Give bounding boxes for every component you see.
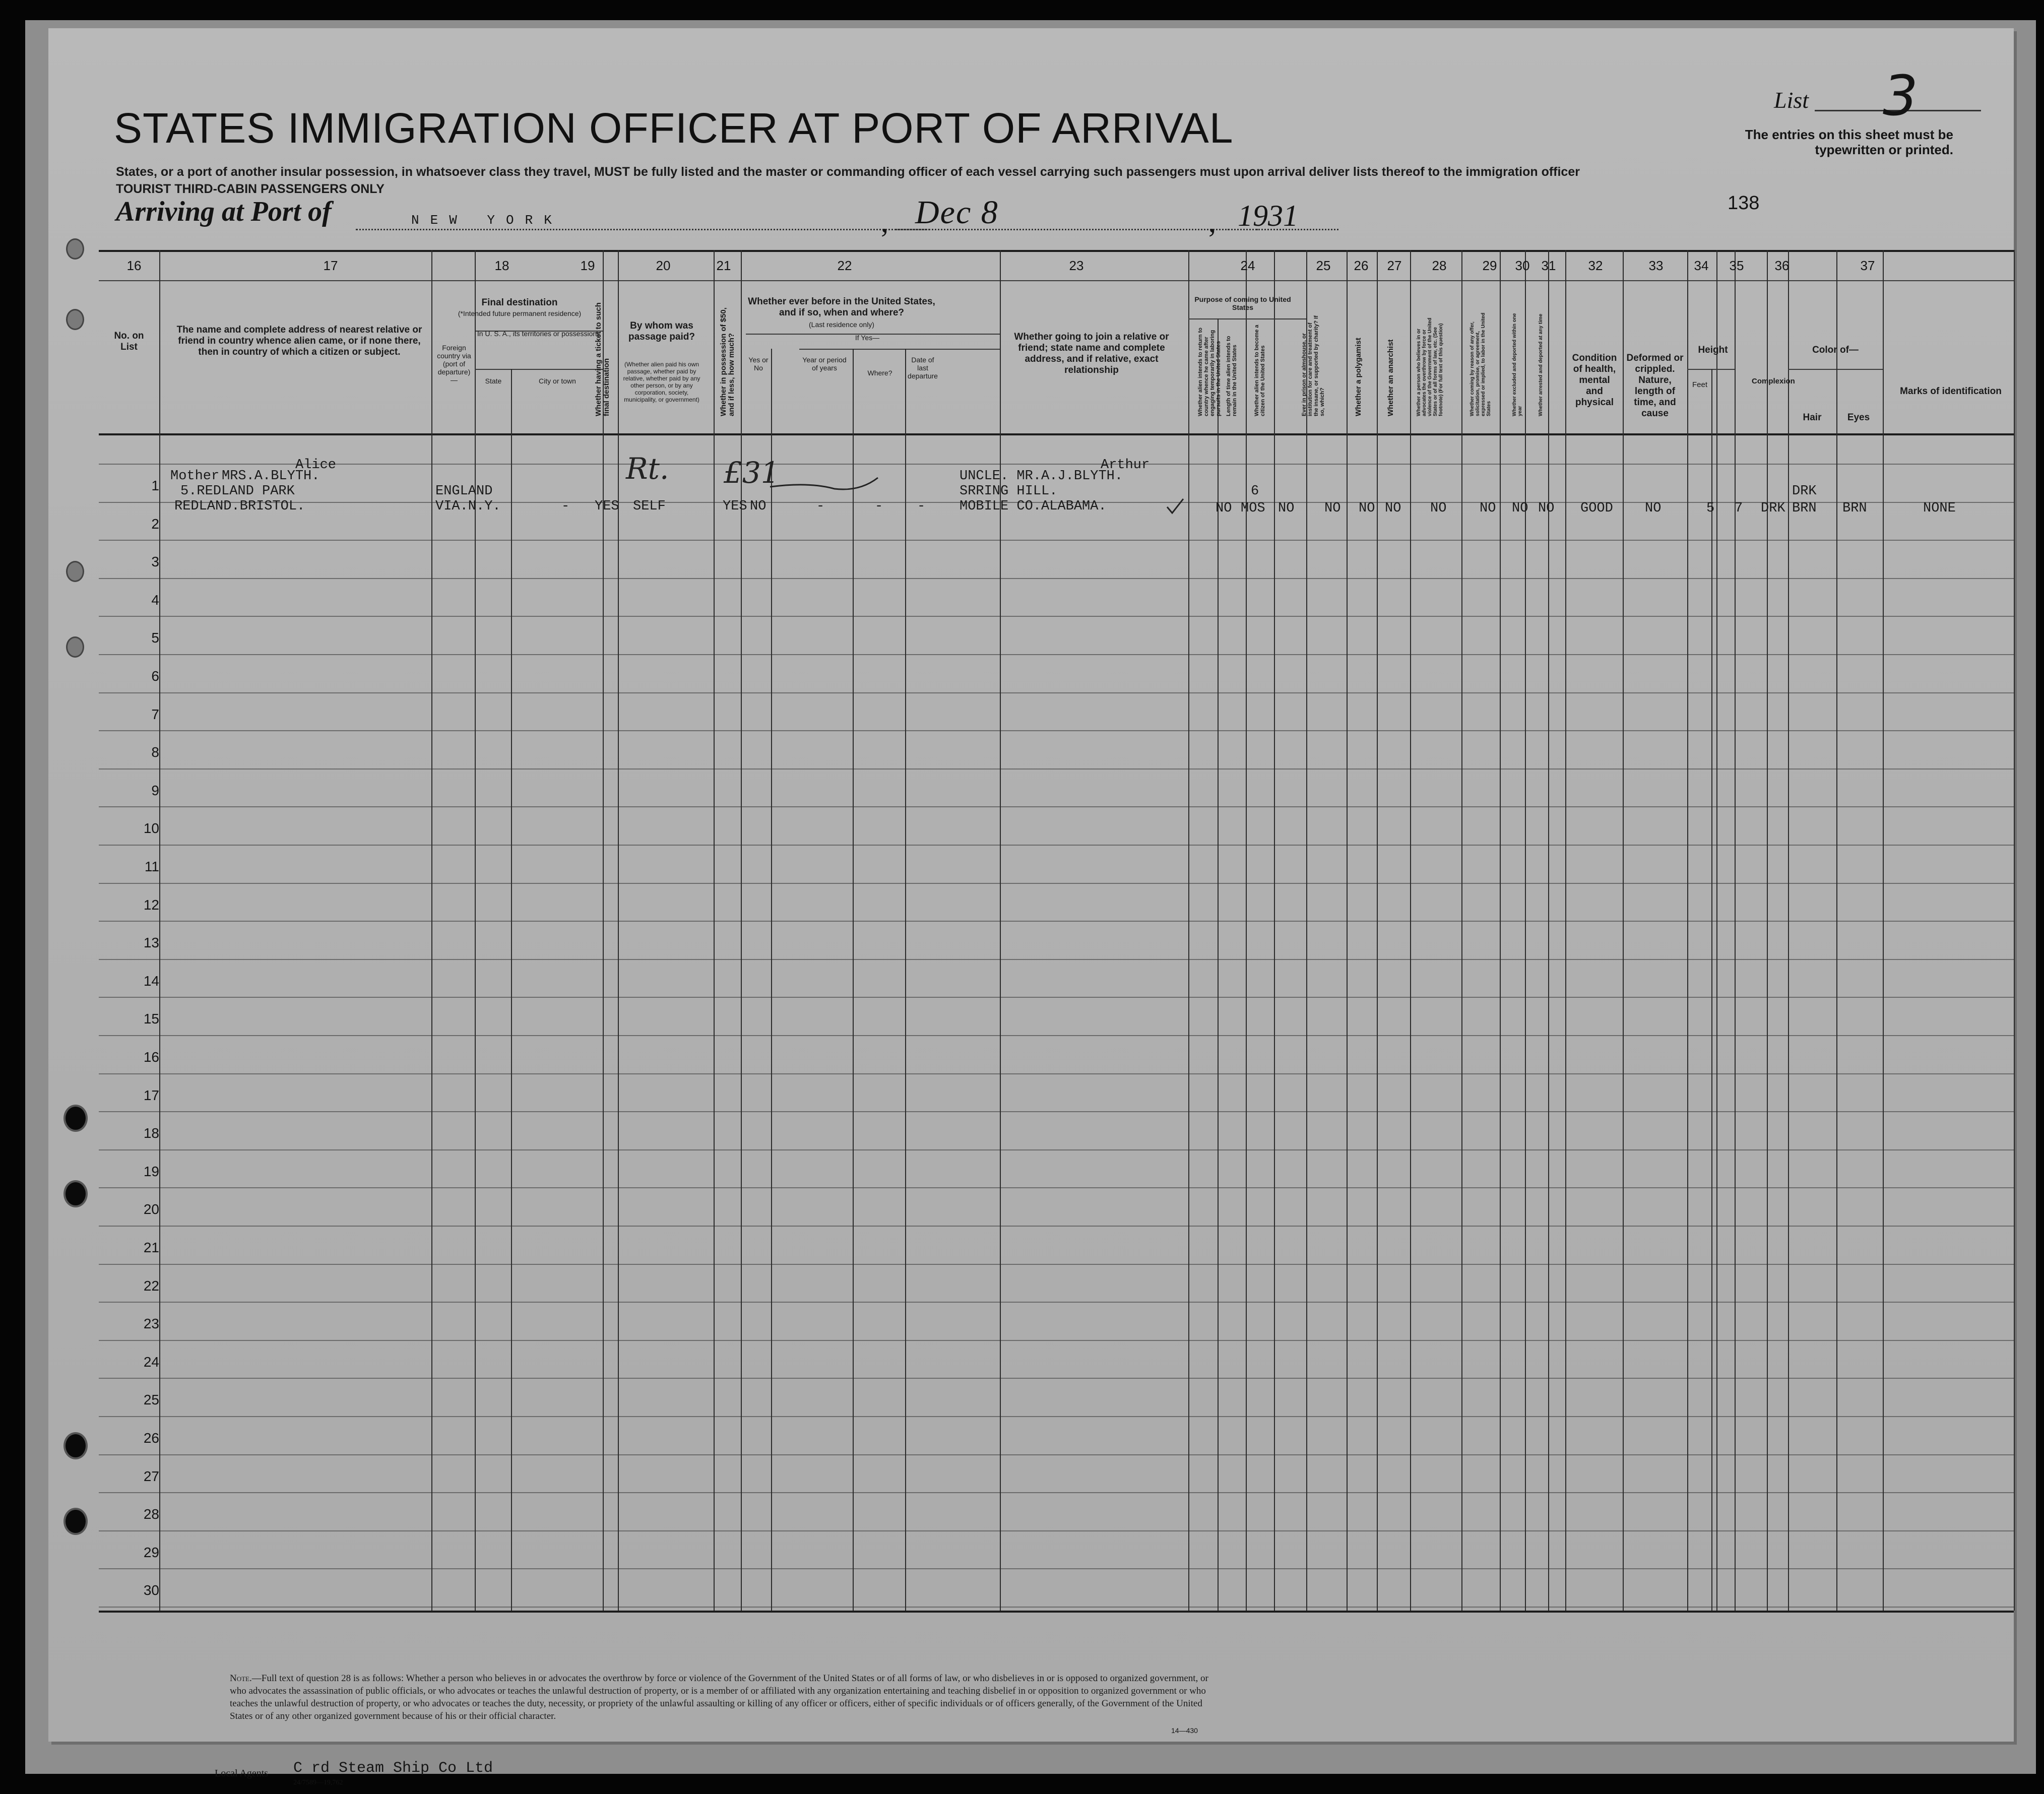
row-number: 27 [143, 1468, 159, 1484]
grid-line [99, 692, 2014, 693]
grid-line [799, 349, 1000, 350]
sheet-number: 138 [1728, 193, 1760, 214]
row-number: 6 [151, 668, 159, 684]
subtitle-line-2: TOURIST THIRD-CABIN PASSENGERS ONLY [116, 182, 385, 196]
col-num-25: 25 [1316, 258, 1331, 273]
grid-line [511, 369, 512, 1611]
grid-line [1500, 250, 1501, 1611]
row-number: 4 [151, 592, 159, 608]
grid-line [1246, 250, 1247, 1611]
paid-by-annotation: Rt. [626, 452, 669, 486]
grid-line [99, 806, 2014, 807]
row-number: 26 [143, 1430, 159, 1446]
grid-line [99, 540, 2014, 541]
header-no-on-list: No. on List [114, 331, 144, 352]
where-value: - [875, 499, 883, 514]
grid-line [714, 250, 715, 1611]
row-number: 2 [151, 516, 159, 532]
hair-value-1: DRK [1792, 484, 1817, 499]
grid-line [99, 883, 2014, 884]
header-health: Condition of health, mental and physical [1572, 353, 1617, 408]
grid-line [475, 250, 476, 1611]
header-hair: Hair [1803, 412, 1822, 423]
grid-line [99, 1416, 2014, 1417]
row-number: 12 [143, 896, 159, 913]
grid-line [771, 349, 772, 1611]
header-before-in-us: Whether ever before in the United States, and if so, when and where? [748, 296, 935, 318]
col-num-18: 18 [494, 258, 509, 273]
col-num-21: 21 [716, 258, 731, 273]
row-number: 8 [151, 744, 159, 760]
grid-line [99, 433, 2014, 435]
row-number: 10 [143, 820, 159, 837]
row-number: 16 [143, 1049, 159, 1065]
col-num-33: 33 [1648, 258, 1664, 273]
grid-line [1461, 250, 1462, 1611]
arrival-year: 1931 [1238, 199, 1298, 232]
header-purpose-length: Length of time alien intends to remain in the United States [1226, 336, 1238, 416]
header-excluded: Whether excluded and deported within one year [1512, 313, 1523, 416]
header-passage-paid: By whom was passage paid? [628, 321, 695, 342]
row-number: 3 [151, 554, 159, 570]
check-mark-icon [1165, 497, 1185, 517]
grid-line [1883, 250, 1884, 1611]
grid-line [1000, 250, 1001, 1611]
punch-hole [66, 1107, 86, 1130]
punch-hole [68, 562, 83, 581]
row-number: 13 [143, 935, 159, 951]
page-title: STATES IMMIGRATION OFFICER AT PORT OF ARRIVAL [114, 104, 1234, 152]
grid-line [603, 250, 604, 1611]
excluded-value: NO [1512, 501, 1528, 516]
offer-value: NO [1480, 501, 1496, 516]
header-deformed: Deformed or crippled. Nature, length of time, and cause [1626, 353, 1684, 419]
handwritten-stroke-icon [769, 472, 880, 502]
col-num-37: 37 [1860, 258, 1875, 273]
col-num-34: 34 [1694, 258, 1709, 273]
port-value: NEW YORK [411, 213, 563, 228]
grid-line [99, 250, 2014, 252]
col-num-30: 30 [1515, 258, 1530, 273]
citizen-value: NO [1278, 501, 1295, 516]
grid-line [1687, 250, 1688, 1611]
footnote-lead: Note. [230, 1673, 252, 1684]
grid-line [99, 654, 2014, 655]
city-or-town: - [561, 499, 570, 514]
grid-line [99, 1530, 2014, 1531]
grid-line [99, 578, 2014, 579]
grid-line [99, 1073, 2014, 1074]
grid-line [99, 616, 2014, 617]
grid-line [1525, 250, 1526, 1611]
col-num-27: 27 [1387, 258, 1402, 273]
grid-line [99, 1492, 2014, 1493]
col-num-26: 26 [1354, 258, 1369, 273]
row-number: 28 [143, 1506, 159, 1522]
punch-hole [66, 1510, 86, 1533]
comma-mark: , [1208, 205, 1216, 238]
grid-line [1687, 369, 1735, 370]
header-passage-note: (Whether alien paid his own passage, whether paid by relative, whether paid by any other person, or by any corporation, society, municipality, or government) [623, 361, 700, 403]
arrival-date: Dec 8 [915, 194, 999, 231]
grid-line [1788, 369, 1883, 370]
header-final-destination: Final destination [481, 297, 558, 308]
header-money: Whether in possession of $50, and if less, how much? [719, 307, 736, 416]
col-num-35: 35 [1729, 258, 1744, 273]
length-stay-number: 6 [1251, 484, 1259, 499]
relative-annotation: Alice [295, 458, 337, 473]
header-before-in-us-note: (Last residence only) [809, 321, 874, 329]
grid-line [1410, 250, 1411, 1611]
prison-value: NO [1324, 501, 1341, 516]
row-number: 19 [143, 1163, 159, 1179]
height-inches-value: 7 [1735, 501, 1743, 516]
row-number: 25 [143, 1392, 159, 1408]
grid-line [1306, 250, 1307, 1611]
header-height: Height [1698, 345, 1728, 355]
deformed-value: NO [1645, 501, 1662, 516]
grid-line [99, 1378, 2014, 1379]
row-number: 23 [143, 1316, 159, 1332]
header-subtitle [116, 163, 1580, 198]
row-number: 22 [143, 1277, 159, 1294]
length-stay-unit: MOS [1241, 501, 1265, 516]
header-foreign-country: Foreign country via (port of departure)— [437, 344, 471, 384]
row-number: 14 [143, 973, 159, 989]
header-join-relative: Whether going to join a relative or friend; state name and complete address, and if relative, exact relationship [1014, 332, 1169, 375]
col-num-32: 32 [1588, 258, 1603, 273]
eyes-value: BRN [1842, 501, 1867, 516]
q28-value: NO [1430, 501, 1447, 516]
col-num-28: 28 [1432, 258, 1447, 273]
grid-line [99, 1187, 2014, 1188]
header-marks: Marks of identification [1900, 386, 2002, 397]
foreign-country-via: VIA.N.Y. [435, 499, 501, 514]
manifest-table [48, 28, 2014, 1742]
subtitle-line-1: States, or a port of another insular possession, in whatsoever class they travel, MUST be fully listed and the master or commanding officer of each vessel carrying such passengers must upon arrival deliver lists thereof to the immigration officer [116, 165, 1580, 179]
row-number: 18 [143, 1125, 159, 1141]
header-purpose-return: Whether alien intends to return to country whence he came after engaging temporarily in laboring pursuits in the United States [1197, 327, 1222, 416]
grid-line [1623, 250, 1624, 1611]
header-city: City or town [539, 377, 576, 385]
grid-line [99, 1454, 2014, 1455]
grid-line [618, 250, 619, 1611]
height-feet-value: 5 [1706, 501, 1715, 516]
row-number: 21 [143, 1240, 159, 1255]
col-num-24: 24 [1240, 258, 1255, 273]
header-purpose: Purpose of coming to United States [1194, 295, 1291, 311]
header-purpose-citizen: Whether alien intends to become a citizen of the United States [1254, 325, 1266, 416]
grid-line [99, 1568, 2014, 1569]
grid-line [1767, 250, 1768, 1611]
header-prison: Ever in prison or almshouse, or institution for care and treatment of the insane, or supported by charity? If so, which? [1301, 315, 1325, 416]
grid-line [99, 1302, 2014, 1303]
header-color-of: Color of— [1812, 345, 1859, 355]
before-in-us-value: NO [750, 499, 766, 514]
header-date-departure: Date of last departure [908, 356, 938, 380]
footnote [230, 1672, 1218, 1722]
list-number: 3 [1883, 63, 1918, 128]
years-value: - [816, 499, 825, 514]
grid-line [1716, 250, 1717, 1611]
grid-line [1274, 250, 1275, 1611]
grid-line [741, 250, 742, 1611]
grid-line [99, 1149, 2014, 1150]
punch-hole [68, 638, 83, 656]
local-agents-name: C rd Steam Ship Co Ltd [293, 1760, 493, 1777]
grid-line [99, 1264, 2014, 1265]
grid-line [99, 1035, 2014, 1036]
grid-line [99, 1611, 2014, 1613]
money-value: YES [723, 499, 747, 514]
grid-line [1836, 250, 1837, 1611]
footnote-text: —Full text of question 28 is as follows: Whether a person who believes in or advocates the overthrow by force or violence of the Government of the United States or of all forms of law, or who disbelieves in or is opposed to organized government, or who advocates the assassination of public officials, or who advocates or teaches the unlawful destruction of property, or is a member of or affiliated with any organization entertaining and teaching disbelief in or opposition to organized government or who teaches the unlawful destruction of property, or who advocates or teaches the duty, necessity, or propriety of the unlawful assaulting or killing of any officer or officers, either of specific individuals or of officers generally, of the Government of the United States or of any other organized government because of his or their official character. [230, 1673, 1208, 1721]
col-num-20: 20 [656, 258, 671, 273]
punch-hole [66, 1182, 86, 1205]
grid-line [99, 921, 2014, 922]
header-offer: Whether coming by reason of any offer, solicitation, promise, or agreement, expressed or implied, to labor in the United States [1470, 312, 1492, 416]
col-num-29: 29 [1482, 258, 1497, 273]
header-anarchist: Whether an anarchist [1386, 339, 1395, 416]
grid-line [1377, 250, 1378, 1611]
col-num-23: 23 [1069, 258, 1084, 273]
foreign-country: ENGLAND [435, 484, 493, 499]
grid-line [99, 730, 2014, 731]
header-ticket: Whether having a ticket to such final destination [594, 302, 611, 416]
punch-hole [68, 310, 83, 329]
row-number: 17 [143, 1087, 159, 1103]
col-num-31: 31 [1541, 258, 1556, 273]
row-number: 15 [143, 1011, 159, 1027]
header-nearest-relative: The name and complete address of nearest relative or friend in country whence alien came, or if none there, then in country of which a citizen or subject. [176, 325, 422, 357]
header-feet: Feet [1692, 380, 1708, 389]
grid-line [1548, 250, 1549, 1611]
row-number: 5 [151, 630, 159, 646]
header-if-yes: If Yes— [855, 334, 880, 342]
grid-line [99, 1111, 2014, 1112]
grid-line [99, 1340, 2014, 1341]
anarchist-value: NO [1385, 501, 1401, 516]
grid-line [431, 250, 432, 1611]
header-in-usa: In U. S. A., its territories or possessions [477, 330, 601, 338]
join-annotation: Arthur [1101, 458, 1150, 473]
join-address-2: MOBILE CO.ALABAMA. [960, 499, 1107, 514]
manifest-sheet [48, 28, 2014, 1786]
grid-line [1735, 250, 1736, 1611]
relative-address-2: REDLAND.BRISTOL. [174, 499, 305, 514]
header-state: State [485, 377, 502, 385]
relative-address-1: 5.REDLAND PARK [180, 484, 295, 499]
grid-line [1788, 250, 1789, 1611]
health-value: GOOD [1580, 501, 1613, 516]
relative-name: MRS.A.BLYTH. [222, 469, 320, 484]
grid-line [905, 349, 906, 1611]
ticket-value: YES [595, 499, 619, 514]
row-number: 11 [144, 859, 159, 874]
form-number: 14—430 [1171, 1726, 1198, 1735]
list-note: The entries on this sheet must be typewritten or printed. [1745, 127, 1953, 157]
col-num-16: 16 [126, 258, 142, 273]
grid-line [99, 845, 2014, 846]
grid-line [1836, 369, 1837, 1611]
port-line [356, 229, 930, 230]
relative-prefix: Mother [170, 469, 220, 484]
grid-line [99, 768, 2014, 770]
grid-line [1188, 318, 1306, 319]
grid-line [99, 280, 2014, 281]
row-number: 9 [151, 782, 159, 798]
grid-line [853, 349, 854, 1611]
header-q28: Whether a person who believes in or advocates the overthrow by force or violence of the Government of the United States or of all forms of law, etc. (See footnote) (For full text of this question) [1416, 317, 1444, 416]
join-name: UNCLE. MR.A.J.BLYTH. [960, 469, 1123, 484]
paid-by-value: SELF [633, 499, 666, 514]
header-polygamist: Whether a polygamist [1354, 338, 1363, 416]
row-number: 20 [143, 1201, 159, 1218]
header-where: Where? [867, 369, 892, 377]
header-complexion: Complexion [1752, 377, 1795, 386]
header-final-destination-note: (*Intended future permanent residence) [458, 309, 582, 317]
grid-line [99, 959, 2014, 960]
header-arrested: Whether arrested and deported at any time [1538, 313, 1544, 416]
hair-value-2: BRN [1792, 501, 1817, 516]
comma-mark: , [881, 205, 888, 238]
header-year-period: Year or period of years [802, 356, 847, 372]
row-number: 29 [143, 1544, 159, 1560]
grid-line [99, 464, 2014, 465]
row-number: 30 [143, 1582, 159, 1598]
header-yes-or-no: Yes or No [748, 356, 769, 372]
local-agents-label: Local Agents [215, 1768, 269, 1779]
grid-line [99, 997, 2014, 998]
grid-line [99, 1607, 2014, 1608]
row-number: 24 [143, 1354, 159, 1370]
list-label: List [1774, 87, 1809, 113]
col-num-17: 17 [323, 258, 338, 273]
grid-line [99, 1226, 2014, 1227]
complexion-value: DRK [1761, 501, 1785, 516]
arriving-label: Arriving at Port of [116, 196, 332, 227]
row-number: 1 [151, 478, 159, 493]
return-temp-value: NO [1216, 501, 1232, 516]
grid-line [1188, 250, 1189, 1611]
date-departure-value: - [917, 499, 926, 514]
grid-line [1711, 369, 1712, 1611]
arrested-value: NO [1538, 501, 1555, 516]
grid-line [159, 250, 160, 1611]
money-annotation: £31 [724, 456, 780, 490]
marks-value: NONE [1923, 501, 1956, 516]
col-num-36: 36 [1774, 258, 1790, 273]
col-num-22: 22 [837, 258, 852, 273]
print-code: 24/7589—19,762 [293, 1779, 343, 1786]
grid-line [475, 369, 603, 370]
header-eyes: Eyes [1847, 412, 1870, 423]
row-number: 7 [151, 706, 159, 722]
join-address-1: SRRING HILL. [960, 484, 1058, 499]
punch-hole [66, 1434, 86, 1457]
punch-hole [68, 240, 83, 258]
grid-line [1565, 250, 1566, 1611]
polygamist-value: NO [1359, 501, 1375, 516]
grid-line [1347, 250, 1348, 1611]
col-num-19: 19 [580, 258, 595, 273]
